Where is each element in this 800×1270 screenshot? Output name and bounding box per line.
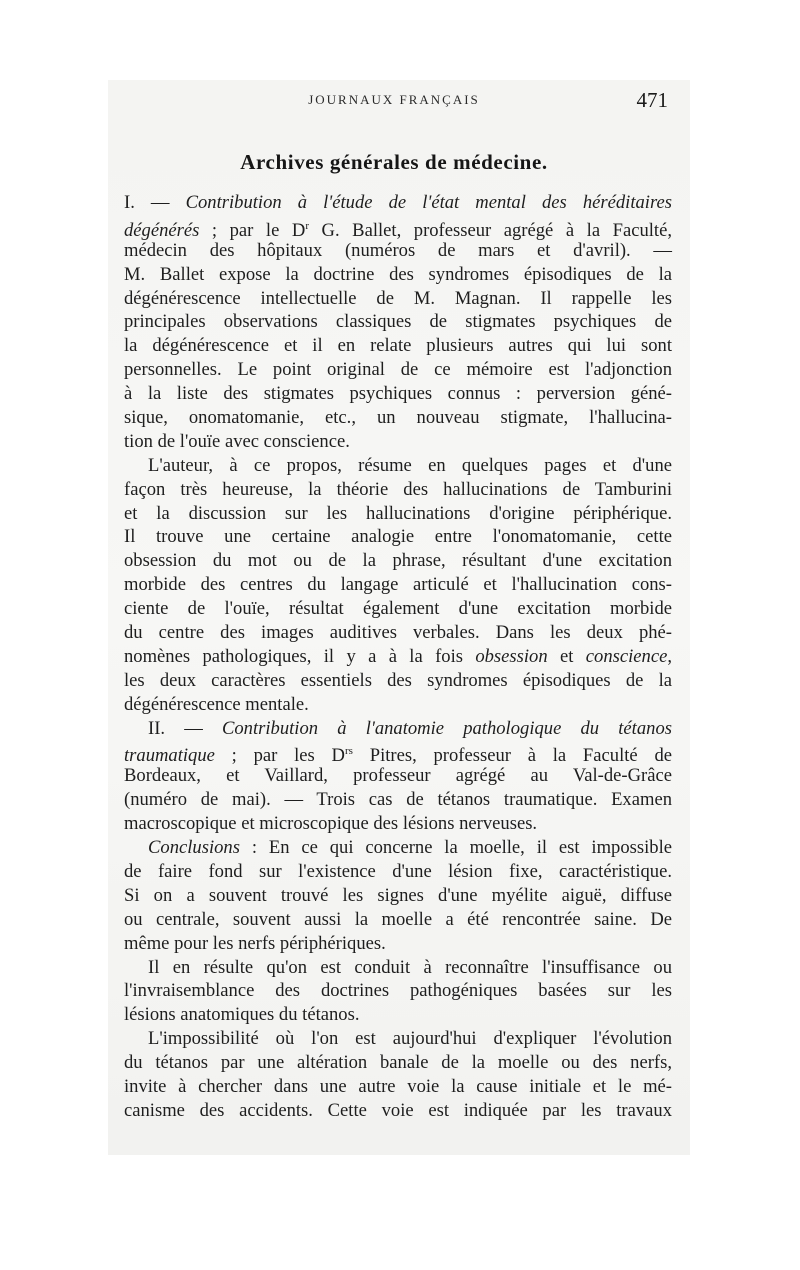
text-line: dégénérés ; par le $D^r$ G. Ballet, professeur agrégé à la Faculté, xyxy=(124,219,672,242)
text-line: macroscopique et microscopique des lésions nerveuses. xyxy=(124,813,538,835)
text-line: l'invraisemblance des doctrines pathogéniques basées sur les xyxy=(124,980,672,1002)
text-line: Il en résulte qu'on est conduit à reconnaître l'insuffisance ou xyxy=(148,956,672,978)
text-line: lésions anatomiques du tétanos. xyxy=(124,1004,360,1026)
text-line: ou centrale, souvent aussi la moelle a été rencontrée saine. De xyxy=(124,908,672,930)
text-line: personnelles. Le point original de ce mémoire est l'adjonction xyxy=(124,359,672,381)
text-line: traumatique ; par les $D^{rs}$ Pitres, professeur à la Faculté de xyxy=(124,745,672,767)
text-line: canisme des accidents. Cette voie est indiquée par les travaux xyxy=(124,1099,672,1121)
text-line: les deux caractères essentiels des syndromes épisodiques de la xyxy=(124,669,672,691)
text-line: morbide des centres du langage articulé et l'hallucination cons- xyxy=(124,574,672,596)
running-head: JOURNAUX FRANÇAIS xyxy=(308,92,480,107)
text-line: II. — Contribution à l'anatomie pathologique du tétanos xyxy=(148,717,672,739)
text-line: principales observations classiques de stigmates psychiques de xyxy=(124,311,672,333)
text-line: du tétanos par une altération banale de la moelle ou des nerfs, xyxy=(124,1052,672,1074)
text-line: à la liste des stigmates psychiques connus : perversion géné- xyxy=(124,383,672,405)
text-line: dégénérescence mentale. xyxy=(124,693,309,715)
text-line: Il trouve une certaine analogie entre l'onomatomanie, cette xyxy=(124,526,672,548)
text-line: nomènes pathologiques, il y a à la fois obsession et conscience, xyxy=(124,645,672,667)
text-line: I. — Contribution à l'étude de l'état mental des héréditaires xyxy=(124,192,672,213)
page-number: 471 xyxy=(636,88,668,112)
text-line: sique, onomatomanie, etc., un nouveau stigmate, l'hallucina- xyxy=(124,407,672,429)
text-line: façon très heureuse, la théorie des hallucinations de Tamburini xyxy=(124,478,672,500)
page-header xyxy=(116,88,672,118)
text-line: du centre des images auditives verbales. Dans les deux phé- xyxy=(124,622,672,644)
text-line: tion de l'ouïe avec conscience. xyxy=(124,430,350,452)
journal-title: Archives générales de médecine. xyxy=(240,150,548,174)
text-line: obsession du mot ou de la phrase, résultant d'une excitation xyxy=(124,550,672,572)
text-line: (numéro de mai). — Trois cas de tétanos traumatique. Examen xyxy=(124,789,672,811)
text-line: invite à chercher dans une autre voie la cause initiale et le mé- xyxy=(124,1075,672,1097)
text-line: de faire fond sur l'existence d'une lésion fixe, caractéristique. xyxy=(124,860,672,882)
text-line: L'auteur, à ce propos, résume en quelques pages et d'une xyxy=(148,454,672,476)
text-line: L'impossibilité où l'on est aujourd'hui d'expliquer l'évolution xyxy=(148,1028,672,1050)
text-line: dégénérescence intellectuelle de M. Magnan. Il rappelle les xyxy=(124,287,672,309)
text-line: Bordeaux, et Vaillard, professeur agrégé au Val-de-Grâce xyxy=(124,765,672,787)
text-line: la dégénérescence et il en relate plusieurs autres qui lui sont xyxy=(124,335,672,357)
text-line: même pour les nerfs périphériques. xyxy=(124,932,386,954)
text-line: médecin des hôpitaux (numéros de mars et d'avril). — xyxy=(124,239,672,261)
text-line: Si on a souvent trouvé les signes d'une myélite aiguë, diffuse xyxy=(124,884,672,906)
text-line: Conclusions : En ce qui concerne la moelle, il est impossible xyxy=(148,837,672,859)
text-line: ciente de l'ouïe, résultat également d'une excitation morbide xyxy=(124,598,672,620)
text-line: M. Ballet expose la doctrine des syndromes épisodiques de la xyxy=(124,263,672,285)
text-line: et la discussion sur les hallucinations d'origine périphérique. xyxy=(124,502,672,524)
article-body xyxy=(124,191,672,1123)
